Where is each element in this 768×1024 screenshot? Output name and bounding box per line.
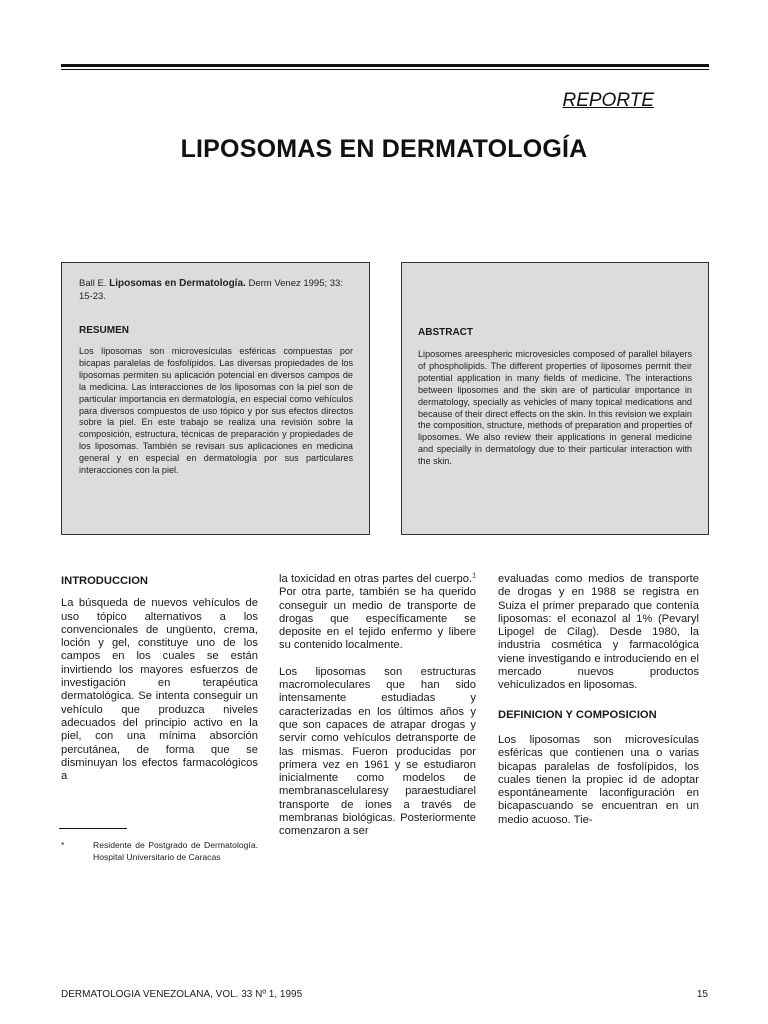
footnote-rule: [59, 828, 127, 829]
citation-authors: Ball E.: [79, 278, 107, 289]
footer-journal-info: DERMATOLOGIA VENEZOLANA, VOL. 33 Nº 1, 1995: [61, 989, 303, 1000]
abstract-box: [401, 262, 709, 535]
footnote-text: Residente de Postgrado de Dermatología. Hospital Universitario de Caracas: [93, 840, 258, 862]
body-column-2: [279, 573, 476, 852]
page-number: 15: [696, 989, 708, 1000]
body-column-1: [61, 573, 258, 796]
resumen-heading: RESUMEN: [79, 325, 130, 336]
footnote: [61, 839, 258, 863]
citation: [79, 277, 353, 303]
abstract-text: Liposomes areespheric microvesicles composed of parallel bilayers of phospholipids. The different properties of liposomes permit their potential application in many fields of medicine. The interactions between liposomes and the skin are of particular importance in dermatology, specially as vehicles of many topical medications and because of their direct effects on the skin. In this revision we explain the composition, structure, methods of preparation and properties of liposomes. We also review their applications in general medicine and specially in dermatology due to their particular interaction with the skin.: [418, 349, 692, 467]
header-rule-thin: [61, 69, 709, 70]
intro-paragraph-1: La búsqueda de nuevos vehículos de uso tópico alternativos a los convencionales de ungüento, crema, loción y gel, constituye uno de los campos en los cuales se están invirtiendo los mayores esfuerzos de investigación en terapéutica dermatológica. Se intenta conseguir un vehículo que produzca niveles adecuados del principio activo en la piel, con una mínima absorción percutánea, de forma que se disminuyan los efectos farmacológicos a: [61, 597, 258, 783]
column-3-paragraph-1: evaluadas como medios de transporte de drogas y en 1988 se registra en Suiza el primer preparado que contenía liposomas: el econazol al 1% (Pevaryl Lipogel de Cilag). Desde 1980, la industria cosmética y farmacológica viene investigando e introduciendo en el mercado nuevos productos vehiculizados en liposomas.: [498, 573, 699, 692]
header-rule-thick: [61, 64, 709, 67]
citation-journal: Derm Venez 1995; 33: 15-23.: [79, 278, 343, 302]
abstract-heading: ABSTRACT: [418, 327, 473, 338]
column-2-paragraph-1: [279, 573, 476, 653]
column-3-paragraph-2: Los liposomas son microvesículas esféricas que contienen una o varias bicapas paralelas de fosfolípidos, los cuales tienen la propiec id de adoptar espontáneamente laconfiguración en bicapascuando se encuentran en un medio acuoso. Tie-: [498, 733, 699, 826]
body-column-3: [498, 573, 699, 840]
footnote-mark: *: [61, 840, 65, 850]
intro-heading: INTRODUCCION: [61, 575, 149, 587]
definition-heading: DEFINICION Y COMPOSICION: [498, 708, 657, 721]
section-label: REPORTE: [562, 90, 654, 111]
article-title: LIPOSOMAS EN DERMATOLOGÍA: [180, 135, 588, 163]
column-2-paragraph-1-text-a: la toxicidad en otras partes del cuerpo.: [279, 573, 473, 585]
reference-superscript: 1: [472, 572, 476, 580]
citation-title: Liposomas en Dermatología.: [109, 278, 246, 289]
column-2-paragraph-2: Los liposomas son estructuras macromoleculares que han sido intensamente estudiadas y caracterizadas en los últimos años y que son capaces de atrapar drogas y servir como vehículos detransporte de las mismas. Fueron producidas por primera vez en 1961 y se estudiaron inicialmente como modelos de membranascelularesy paraestudiarel transporte de iones a través de membranas biológicas. Posteriormente comenzaron a ser: [279, 665, 476, 838]
resumen-text: Los liposomas son microvesículas esféricas compuestas por bicapas paralelas de fosfolípidos. Las diversas propiedades de los liposomas permiten su aplicación potencial en diversos campos de la medicina. Las interacciones de los liposomas con la piel son de particular importancia en dermatología, en especial como vehículos para diversos compuestos de uso tópico y por sus efectos directos sobre la piel. En este trabajo se realiza una revisión sobre la composición, estructura, técnicas de preparación y propiedades de los liposomas. También se revisan sus aplicaciones en medicina general y en especial en dermatología por sus particulares interacciones con la piel.: [79, 346, 353, 476]
column-2-paragraph-1-text-b: Por otra parte, también se ha querido conseguir un medio de transporte de drogas que específicamente se deposite en el tejido enfermo y libere su contenido localmente.: [279, 586, 476, 652]
resumen-box: [61, 262, 370, 535]
